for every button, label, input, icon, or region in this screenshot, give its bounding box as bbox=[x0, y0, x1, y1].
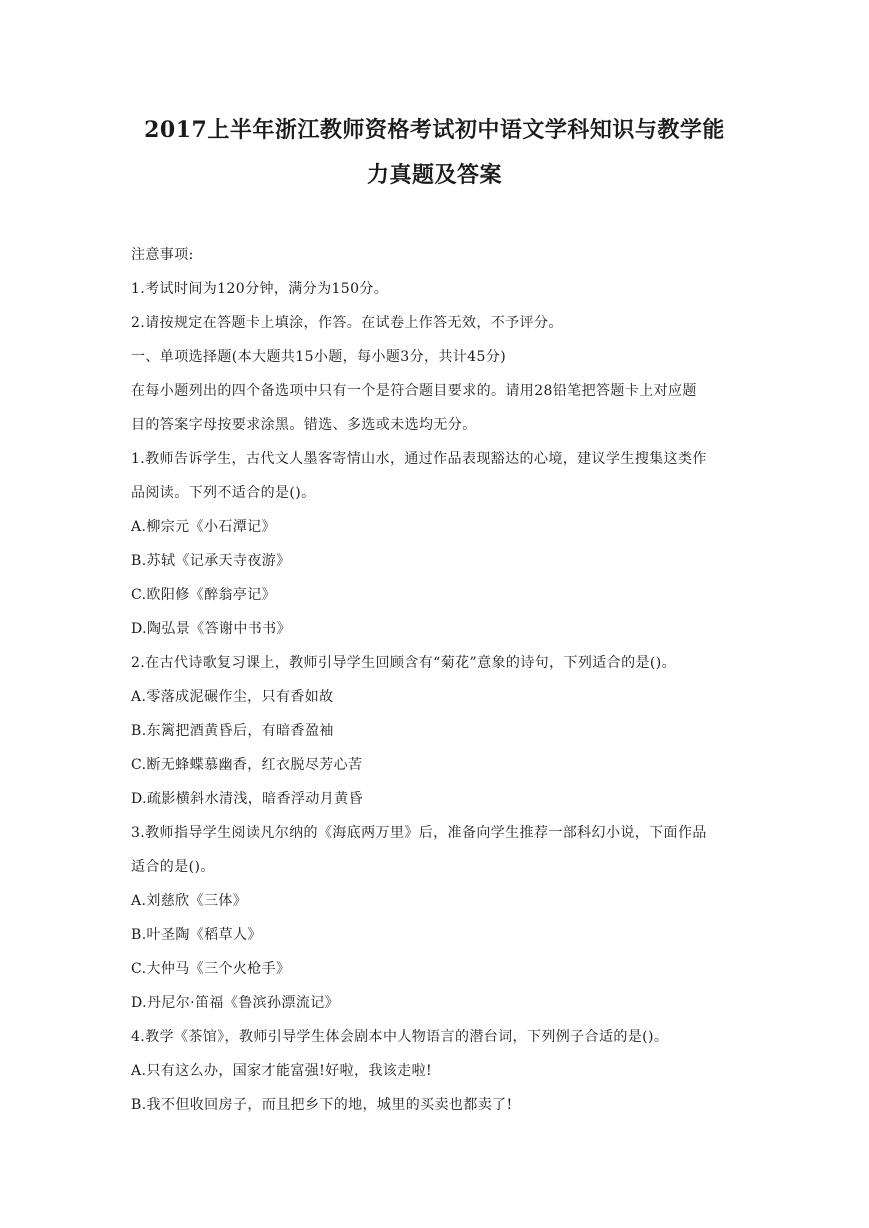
question-4-option-a: A.只有这么办，国家才能富强!好啦，我该走啦! bbox=[131, 1063, 433, 1079]
question-2-option-a: A.零落成泥碾作尘，只有香如故 bbox=[131, 689, 334, 705]
document-title-line-2: 力真题及答案 bbox=[366, 162, 502, 188]
question-1-stem-2: 品阅读。下列不适合的是()。 bbox=[131, 485, 316, 501]
question-3-option-d: D.丹尼尔·笛福《鲁滨孙漂流记》 bbox=[131, 995, 340, 1011]
question-2-stem-1: 2.在古代诗歌复习课上，教师引导学生回顾含有“菊花”意象的诗句，下列适合的是()。 bbox=[131, 655, 676, 671]
question-2-option-d: D.疏影横斜水清浅，暗香浮动月黄昏 bbox=[131, 791, 363, 807]
question-2-option-b: B.东篱把酒黄昏后，有暗香盈袖 bbox=[131, 723, 334, 739]
question-2-option-c: C.断无蜂蝶慕幽香，红衣脱尽芳心苦 bbox=[131, 757, 363, 773]
question-4-option-b: B.我不但收回房子，而且把乡下的地，城里的买卖也都卖了! bbox=[131, 1097, 513, 1113]
question-3-option-a: A.刘慈欣《三体》 bbox=[131, 893, 248, 909]
section-instruction-2: 目的答案字母按要求涂黑。错选、多选或未选均无分。 bbox=[131, 417, 477, 433]
question-3-option-b: B.叶圣陶《稻草人》 bbox=[131, 927, 262, 943]
question-1-option-a: A.柳宗元《小石潭记》 bbox=[131, 519, 276, 535]
question-4-stem-1: 4.教学《茶馆》，教师引导学生体会剧本中人物语言的潜台词，下列例子合适的是()。 bbox=[131, 1029, 669, 1045]
question-1-stem-1: 1.教师告诉学生，古代文人墨客寄情山水，通过作品表现豁达的心境，建议学生搜集这类作 bbox=[131, 451, 707, 467]
notes-item-2: 2.请按规定在答题卡上填涂，作答。在试卷上作答无效，不予评分。 bbox=[131, 315, 563, 331]
section-heading: 一、单项选择题(本大题共15小题，每小题3分，共计45分) bbox=[131, 349, 507, 365]
question-3-option-c: C.大仲马《三个火枪手》 bbox=[131, 961, 291, 977]
document-title-line-1: 2017上半年浙江教师资格考试初中语文学科知识与教学能 bbox=[144, 117, 725, 143]
question-1-option-c: C.欧阳修《醉翁亭记》 bbox=[131, 587, 277, 603]
notes-heading: 注意事项: bbox=[131, 247, 194, 263]
document-body bbox=[131, 246, 741, 1130]
question-3-stem-2: 适合的是()。 bbox=[131, 859, 215, 875]
section-instruction-1: 在每小题列出的四个备选项中只有一个是符合题目要求的。请用28铅笔把答题卡上对应题 bbox=[131, 383, 697, 399]
notes-item-1: 1.考试时间为120分钟，满分为150分。 bbox=[131, 281, 389, 297]
question-1-option-b: B.苏轼《记承天寺夜游》 bbox=[131, 553, 291, 569]
question-1-option-d: D.陶弘景《答谢中书书》 bbox=[131, 621, 291, 637]
question-3-stem-1: 3.教师指导学生阅读凡尔纳的《海底两万里》后，准备向学生推荐一部科幻小说，下面作品 bbox=[131, 825, 707, 841]
